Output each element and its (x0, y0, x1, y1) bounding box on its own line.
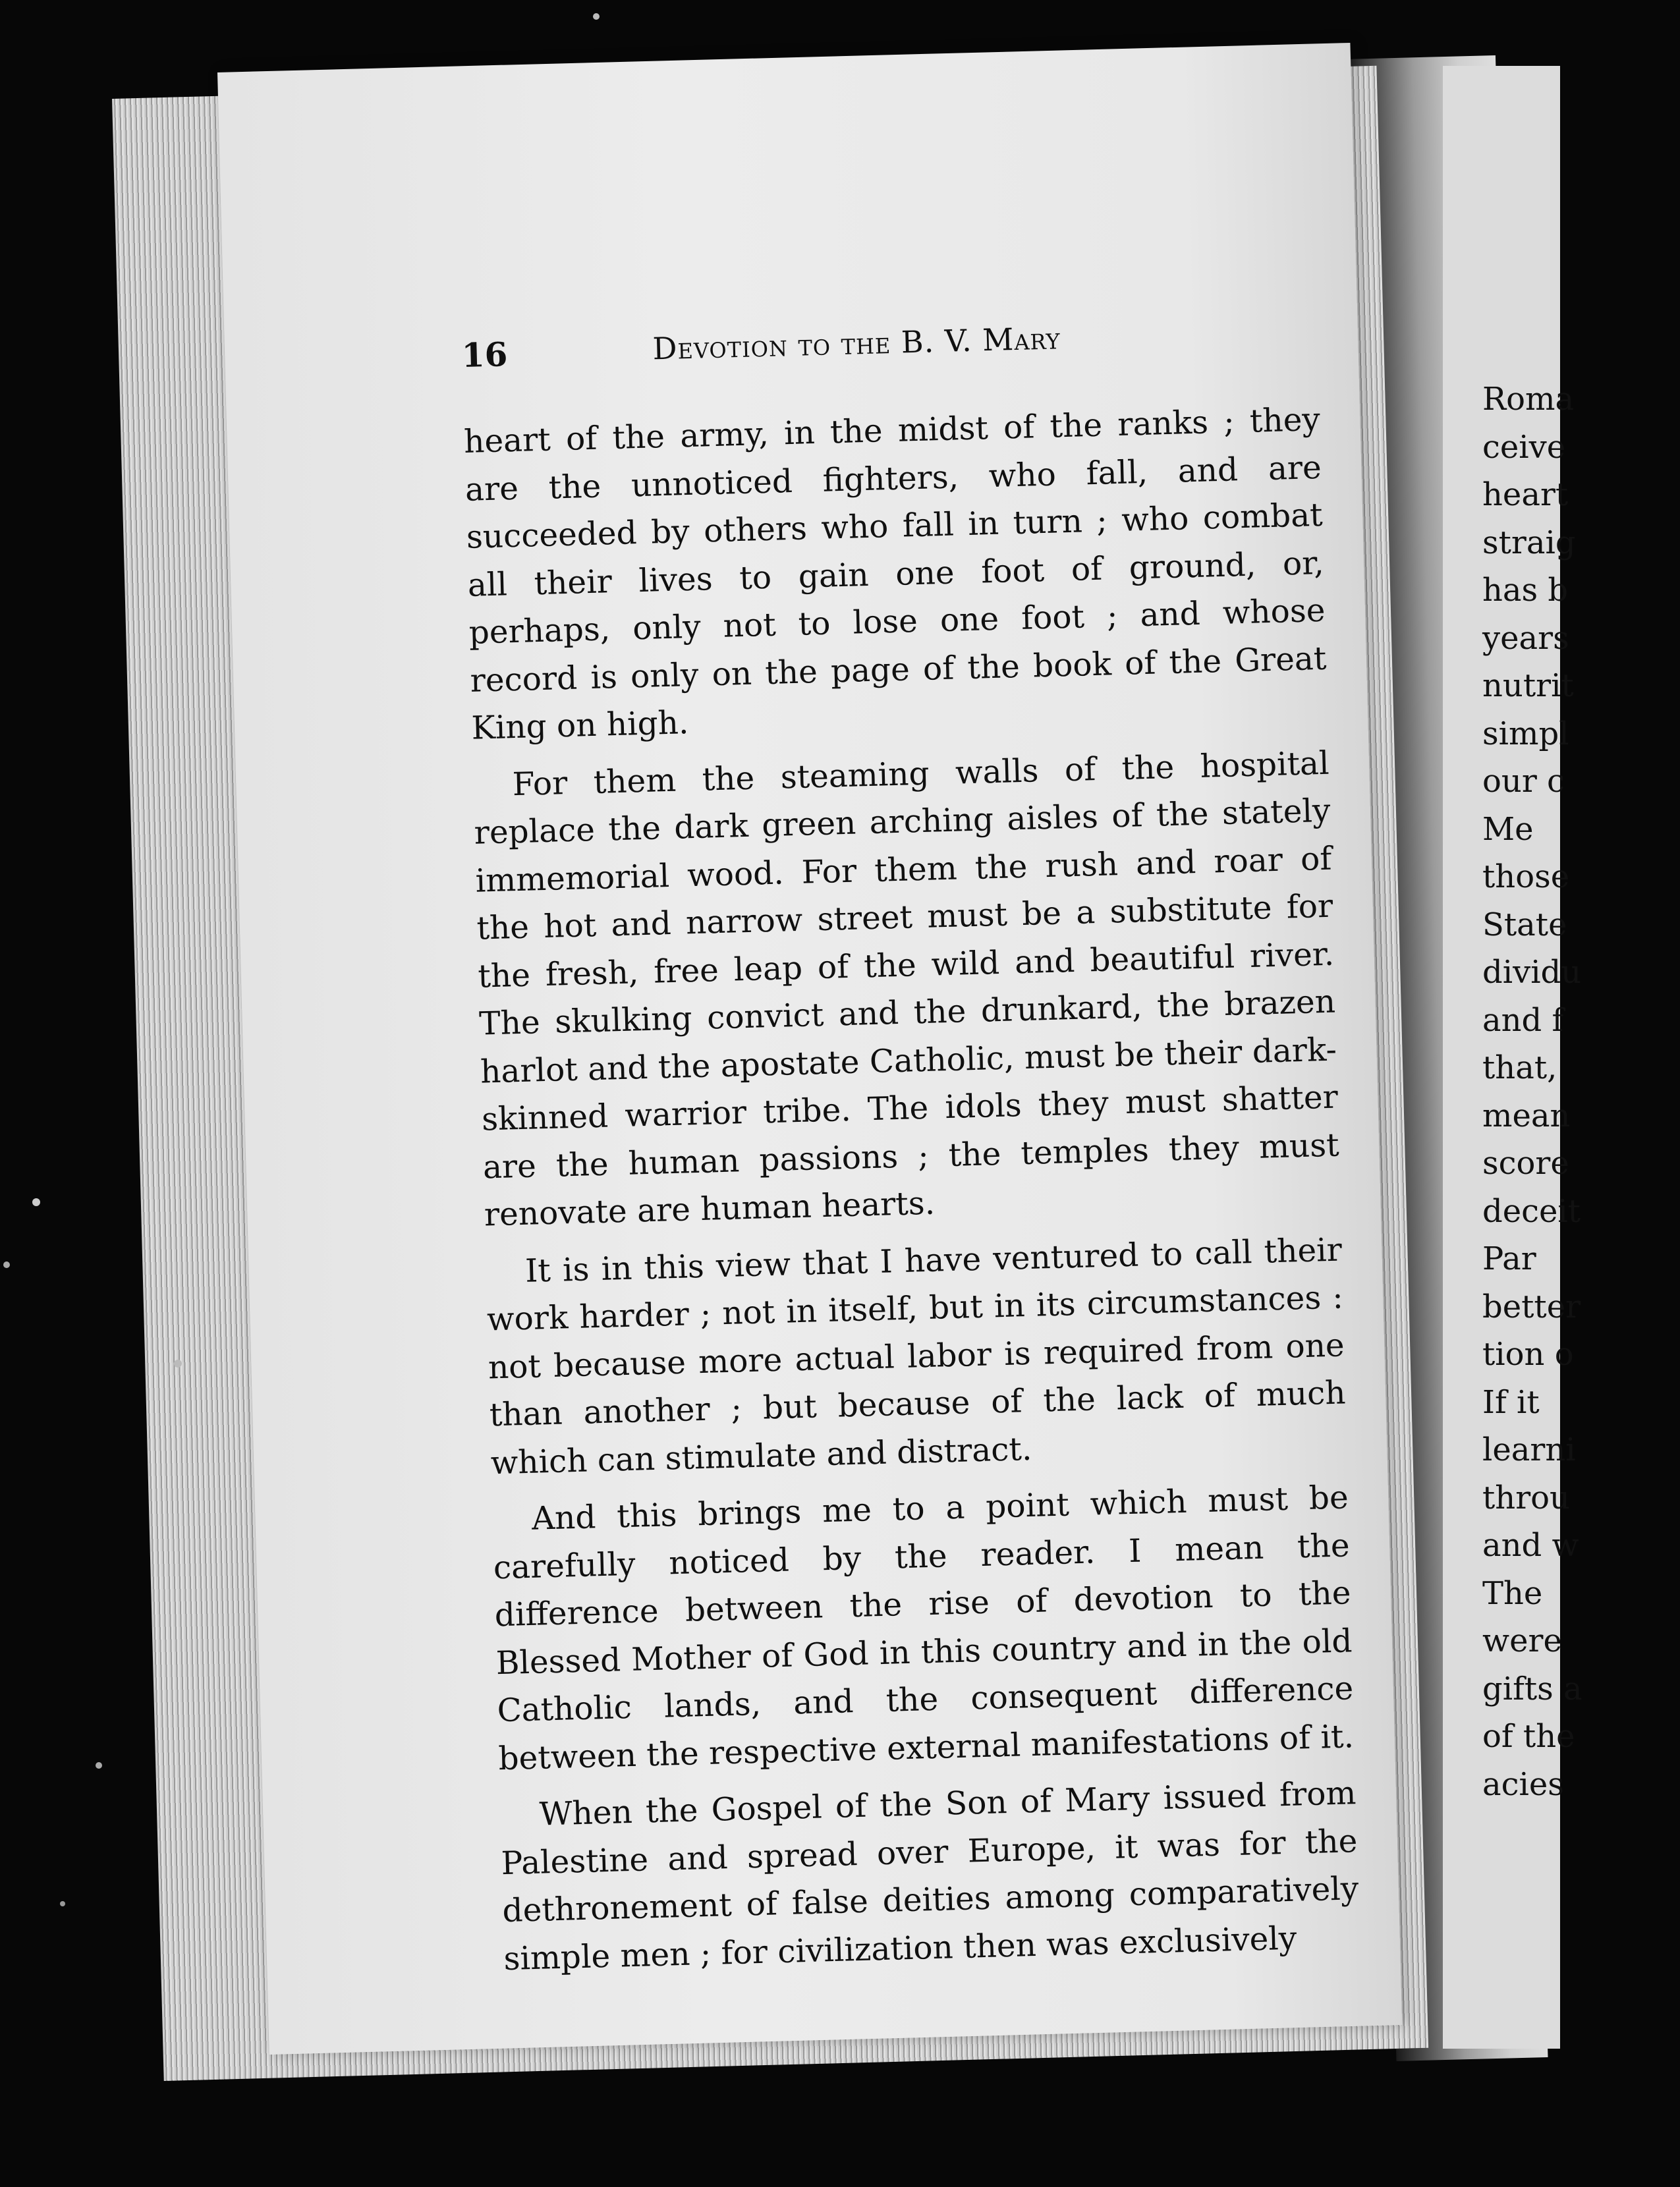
facing-page-line: has b (1482, 572, 1569, 609)
page-content (461, 314, 1360, 1983)
facing-page-line: that, (1482, 1049, 1557, 1086)
facing-page-line: deceit (1482, 1192, 1581, 1230)
facing-page-line: tion o (1482, 1336, 1574, 1373)
facing-page-line: years (1482, 619, 1569, 657)
facing-page-line: heart (1482, 476, 1569, 513)
facing-page-line: If it (1482, 1383, 1540, 1421)
facing-page-line: State (1482, 906, 1567, 943)
facing-page-line: better (1482, 1288, 1581, 1325)
facing-page-line: ceive (1482, 428, 1566, 466)
running-head: Devotion to the B. V. Mary (652, 320, 1061, 367)
facing-page-line: learni (1482, 1431, 1576, 1468)
facing-page-line: of the (1482, 1718, 1575, 1755)
facing-page-line: our c (1482, 763, 1565, 800)
facing-page-text (1482, 375, 1680, 1808)
body-text (463, 396, 1360, 1983)
paragraph: It is in this view that I have ventured to call their work harder ; not in itself, but in its circumstances : not because more actual labor is required from one than another ; but because of the lack of much which can stimulate and distract. (486, 1231, 1347, 1481)
facing-page-line: mean (1482, 1097, 1571, 1134)
facing-page-line: Me (1482, 810, 1534, 848)
facing-page-line: throu (1482, 1479, 1570, 1516)
paragraph: heart of the army, in the midst of the ranks ; they are the unnoticed fighters, who fall, and are succeeded by others who fall in turn ; who combat all their lives to gain one foot of ground, or, perhaps, only not to lose one foot ; and whose record is only on the page of the book of the Great King on high. (463, 401, 1327, 747)
facing-page-line: Par (1482, 1240, 1536, 1277)
facing-page-line: were (1482, 1622, 1562, 1659)
facing-page-line: The (1482, 1574, 1543, 1612)
paragraph: When the Gospel of the Son of Mary issued from Palestine and spread over Europe, it was for the dethronement of false deities among comparatively simple men ; for civilization then was exclusively (500, 1775, 1359, 1978)
paragraph: For them the steaming walls of the hospital replace the dark green arching aisles of the stately immemorial wood. For them the rush and roar of the hot and narrow street must be a substitute for the fresh, free leap of the wild and beautiful river. The skulking convict and the drunkard, the brazen harlot and the apostate Catholic, must be their dark-skinned warrior tribe. The idols they must shatter are the human passions ; the temples they must renovate are human hearts. (474, 744, 1340, 1234)
facing-page-line: those (1482, 858, 1570, 895)
facing-page-line: gifts a (1482, 1670, 1582, 1707)
facing-page-line: nutrit (1482, 667, 1574, 704)
facing-page-line: acies (1482, 1765, 1564, 1803)
facing-page-line: and f (1482, 1001, 1564, 1039)
page-number: 16 (461, 335, 509, 375)
facing-page-line: Roma (1482, 381, 1575, 418)
paragraph: And this brings me to a point which must be carefully noticed by the reader. I mean the difference between the rise of devotion to the Blessed Mother of God in this country and in the old Catholic lands, and the consequent difference between the respective external manifestations of it. (493, 1479, 1355, 1777)
facing-page-line: straig (1482, 524, 1576, 561)
facing-page (1443, 66, 1582, 2049)
facing-page-line: score (1482, 1145, 1569, 1182)
facing-page-line: and w (1482, 1527, 1579, 1564)
facing-page-line: dividu (1482, 954, 1582, 991)
facing-page-line: simpl (1482, 715, 1569, 752)
